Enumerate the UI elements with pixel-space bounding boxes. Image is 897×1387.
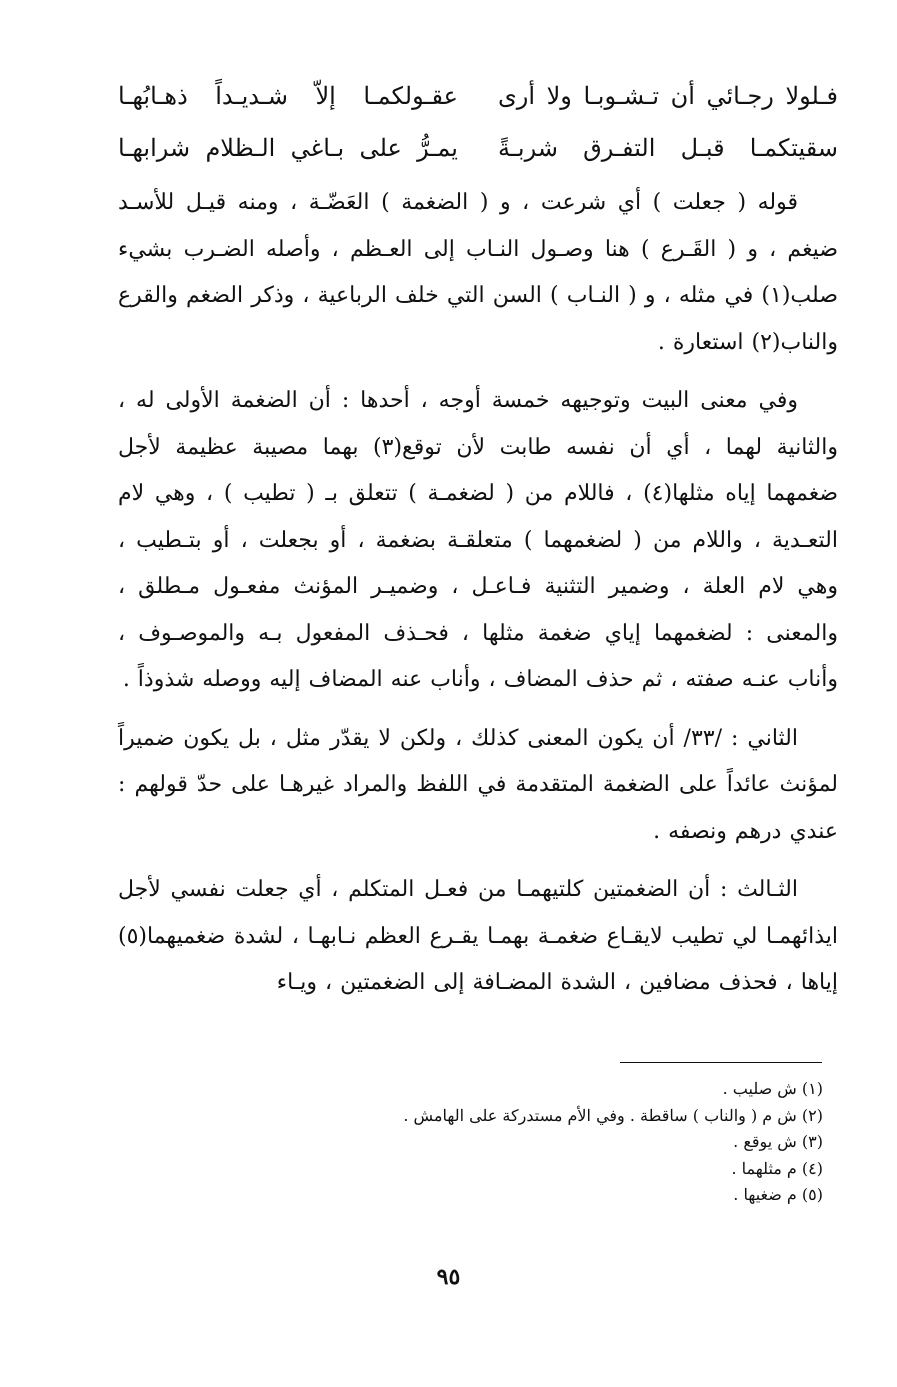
body-paragraph: وفي معنى البيت وتوجيهه خمسة أوجه ، أحدها : أن الضغمة الأولى له ، والثانية لهما ، أي أن نفسه طابت لأن توقع(٣) بهما مصيبة عظيمة لأجل ضغمهما إياه مثلها(٤) ، فاللام من ( لضغمـة ) تتعلق بـ ( تطيب ) ، وهي لام التعـدية ، واللام من ( لضغمهما ) متعلقـة بضغمة ، أو بجعلت ، أو بتـطيب ، وهي لام العلة ، وضمير التثنية فـاعـل ، وضميـر المؤنث مفعـول مـطلق ، والمعنى : لضغمهما إياي ضغمة مثلها ، فحـذف المفعول بـه والموصـوف ، وأناب عنـه صفته ، ثم حذف المضاف ، وأناب عنه المضاف إليه ووصله شذوذاً . [118,388,838,692]
footnote-divider [620,1062,822,1063]
body-paragraph: الثاني : /٣٣/ أن يكون المعنى كذلك ، ولكن لا يقدّر مثل ، بل يكون ضميراً لمؤنث عائداً على الضغمة المتقدمة في اللفظ والمراد غيرهـا على حدّ قولهم : عندي درهم ونصفه . [118,725,838,844]
verse-second-hemistich: يمـرُّ على بـاغي الـظلام شرابهـا [118,134,458,162]
footnotes [123,1076,823,1209]
verse-first-hemistich: سقيتكمـا قبـل التفـرق شربـةً [498,134,838,162]
verse-line [118,122,838,174]
verse-first-hemistich: فـلولا رجـائي أن تـشـوبـا ولا أرى [498,82,838,110]
footnote: (٢) ش م ( والناب ) ساقطة . وفي الأم مستدركة على الهامش . [403,1105,823,1125]
verse-line [118,70,838,122]
footnote: (٤) م مثلهما . [731,1158,823,1178]
footnote: (١) ش صليب . [722,1079,823,1098]
body-paragraph: قوله ( جعلت ) أي شرعت ، و ( الضغمة ) العَضّـة ، ومنه قيـل للأسـد ضيغم ، و ( القَـرع ) هنا وصـول النـاب إلى العـظم ، وأصله الضـرب بشيء صلب(١) في مثله ، و ( النـاب ) السن التي خلف الرباعية ، وذكر الضغم والقرع والناب(٢) استعارة . [118,190,838,355]
page-body [118,70,838,1007]
verse-second-hemistich: عقـولكمـا إلاّ شـديـداً ذهـابُهـا [118,82,458,110]
footnote: (٥) م ضغيها . [733,1185,823,1204]
poem-verses [118,70,838,174]
footnote: (٣) ش يوقع . [733,1132,823,1151]
page-number: ٩٥ [436,1264,461,1290]
body-paragraph: الثـالث : أن الضغمتين كلتيهمـا من فعـل المتكلم ، أي جعلت نفسي لأجل ايذائهمـا لي تطيب لايقـاع ضغمـة بهمـا يقـرع العظم نـابهـا ، لشدة ضغميهما(٥) إياها ، فحذف مضافين ، الشدة المضـافة إلى الضغمتين ، ويـاء [118,877,838,995]
